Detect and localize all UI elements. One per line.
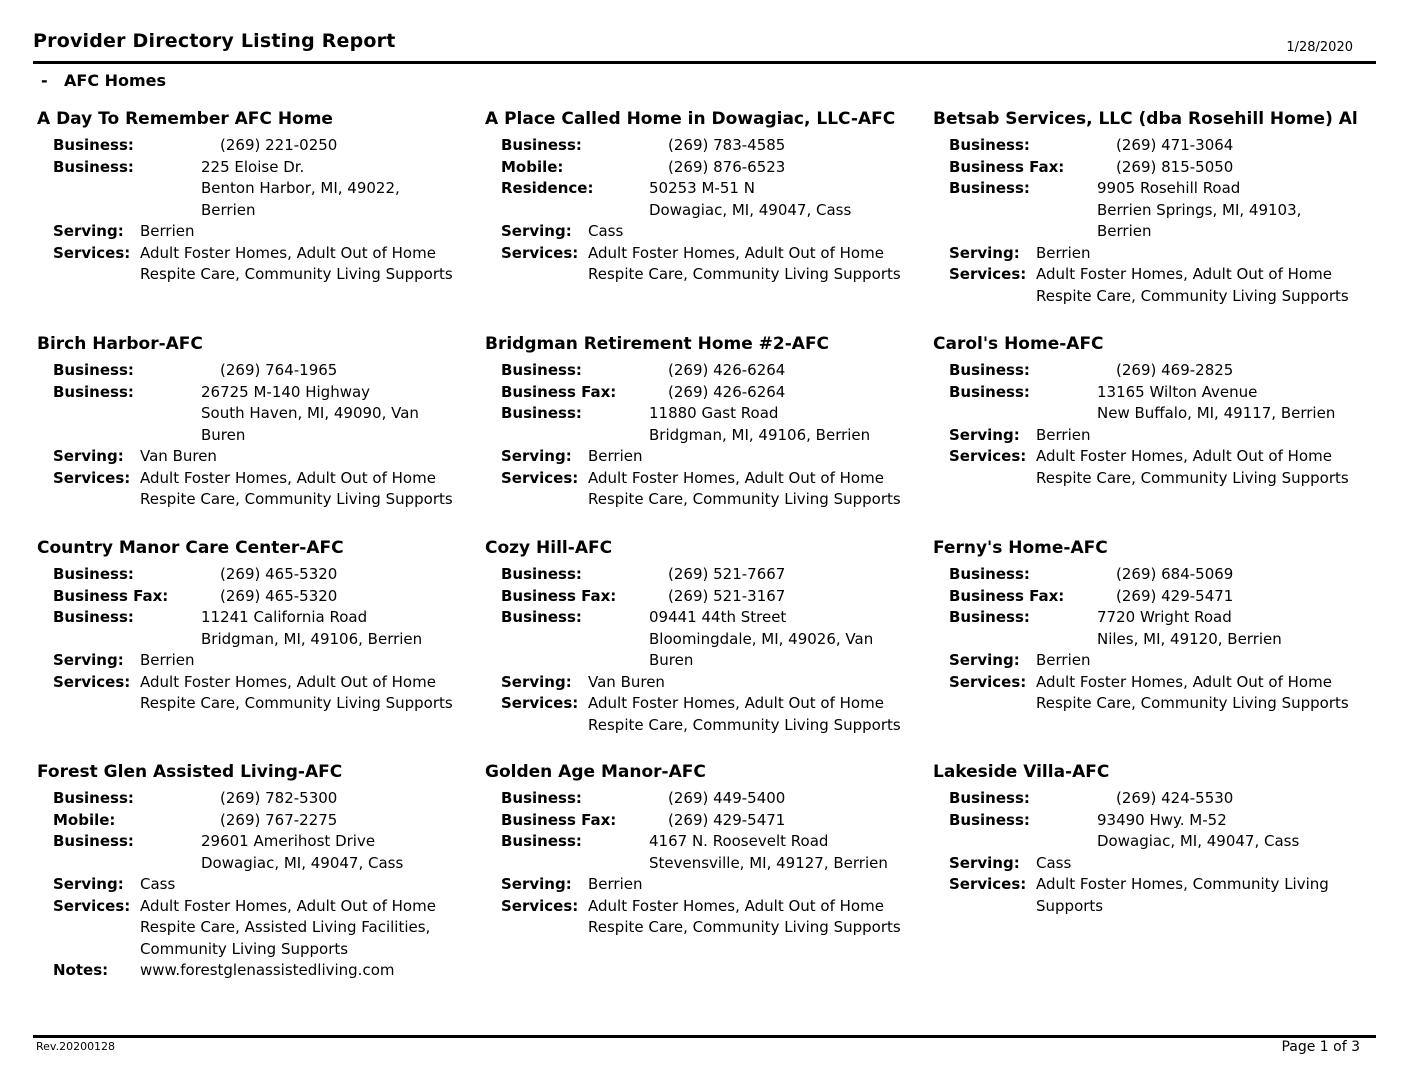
field-label: Serving: <box>949 651 1020 669</box>
field-value: (269) 783-4585 <box>668 136 786 154</box>
field-value: Berrien <box>588 447 643 465</box>
field-row <box>485 382 933 404</box>
field-row <box>485 135 933 157</box>
field-row <box>933 586 1381 608</box>
field-label: Business: <box>501 565 582 583</box>
field-value: 7720 Wright Road Niles, MI, 49120, Berrien <box>1097 608 1282 648</box>
provider-entry <box>37 105 485 330</box>
footer-rule <box>33 1035 1376 1038</box>
field-row <box>37 874 485 896</box>
provider-entry <box>485 330 933 534</box>
field-label: Business: <box>501 361 582 379</box>
field-row <box>37 586 485 608</box>
field-label: Serving: <box>501 222 572 240</box>
field-value: (269) 426-6264 <box>668 382 786 401</box>
field-label: Services: <box>949 447 1027 465</box>
provider-name: Carol's Home-AFC <box>933 334 1104 354</box>
field-value: 50253 M-51 N Dowagiac, MI, 49047, Cass <box>649 179 852 219</box>
field-value: Adult Foster Homes, Adult Out of Home Respite Care, Community Living Supports <box>140 672 453 712</box>
field-value: Adult Foster Homes, Adult Out of Home Respite Care, Community Living Supports <box>588 896 901 936</box>
field-label: Serving: <box>53 222 124 240</box>
field-label: Business Fax: <box>501 586 617 605</box>
field-label: Business: <box>501 136 582 154</box>
title-rule <box>33 61 1376 64</box>
field-row <box>933 264 1381 307</box>
field-label: Business: <box>53 382 134 401</box>
field-value: (269) 424-5530 <box>1116 789 1234 807</box>
field-row <box>933 672 1381 715</box>
field-row <box>933 135 1381 157</box>
field-row <box>485 564 933 586</box>
field-row <box>933 382 1381 425</box>
field-row <box>933 157 1381 179</box>
field-row <box>485 178 933 221</box>
field-label: Services: <box>501 896 579 915</box>
field-value: (269) 469-2825 <box>1116 361 1234 379</box>
field-label: Services: <box>53 468 131 487</box>
field-label: Business: <box>949 565 1030 583</box>
field-label: Business: <box>53 157 134 176</box>
field-row <box>485 586 933 608</box>
field-value: Adult Foster Homes, Adult Out of Home Respite Care, Community Living Supports <box>1036 265 1349 305</box>
provider-name: Betsab Services, LLC (dba Rosehill Home) Al <box>933 109 1358 129</box>
provider-entry <box>37 330 485 534</box>
field-value: Adult Foster Homes, Community Living Supports <box>1036 875 1329 915</box>
field-row <box>37 243 485 286</box>
field-value: (269) 521-7667 <box>668 565 786 583</box>
field-label: Notes: <box>53 961 109 979</box>
field-label: Serving: <box>501 875 572 893</box>
field-label: Serving: <box>949 243 1020 262</box>
field-row <box>485 788 933 810</box>
field-row <box>485 243 933 286</box>
field-row <box>933 425 1381 447</box>
provider-name: Forest Glen Assisted Living-AFC <box>37 762 343 782</box>
provider-name: Bridgman Retirement Home #2-AFC <box>485 334 830 354</box>
field-label: Business: <box>949 789 1030 807</box>
field-label: Business: <box>949 361 1030 379</box>
field-row <box>485 831 933 874</box>
field-value: Adult Foster Homes, Adult Out of Home Respite Care, Community Living Supports <box>140 243 453 283</box>
field-row <box>933 607 1381 650</box>
field-value: Van Buren <box>588 672 665 691</box>
provider-entry <box>37 534 485 758</box>
field-value: Berrien <box>140 222 195 240</box>
field-label: Serving: <box>501 672 572 691</box>
field-label: Services: <box>949 672 1027 691</box>
field-row <box>933 650 1381 672</box>
field-label: Business: <box>53 832 134 850</box>
field-label: Serving: <box>949 425 1020 444</box>
field-value: (269) 521-3167 <box>668 586 786 605</box>
field-value: (269) 782-5300 <box>220 789 338 807</box>
field-row <box>37 360 485 382</box>
field-label: Services: <box>501 468 579 487</box>
field-value: www.forestglenassistedliving.com <box>140 961 395 979</box>
field-row <box>933 788 1381 810</box>
provider-name: Country Manor Care Center-AFC <box>37 538 344 558</box>
field-value: (269) 429-5471 <box>1116 586 1234 605</box>
field-label: Business: <box>53 789 134 807</box>
field-row <box>485 607 933 672</box>
field-value: (269) 221-0250 <box>220 136 338 154</box>
field-label: Mobile: <box>53 810 116 829</box>
field-row <box>485 446 933 468</box>
page-title: Provider Directory Listing Report <box>33 30 396 52</box>
field-label: Business: <box>501 789 582 807</box>
field-value: 26725 M-140 Highway South Haven, MI, 49090, Van Buren <box>201 382 419 444</box>
field-label: Business: <box>53 608 134 626</box>
section-header <box>41 71 166 90</box>
provider-entry <box>933 534 1381 758</box>
field-label: Business: <box>53 361 134 379</box>
field-row <box>37 810 485 832</box>
field-label: Business: <box>949 136 1030 154</box>
provider-name: Cozy Hill-AFC <box>485 538 613 558</box>
provider-entry <box>485 534 933 758</box>
field-value: (269) 684-5069 <box>1116 565 1234 583</box>
field-row <box>933 874 1381 917</box>
field-row <box>485 468 933 511</box>
field-row <box>933 178 1381 243</box>
field-label: Serving: <box>501 447 572 465</box>
field-label: Serving: <box>53 651 124 669</box>
field-label: Mobile: <box>501 157 564 176</box>
field-row <box>37 135 485 157</box>
field-label: Serving: <box>53 875 124 893</box>
field-value: 4167 N. Roosevelt Road Stevensville, MI, 49127, Berrien <box>649 832 888 872</box>
field-value: (269) 471-3064 <box>1116 136 1234 154</box>
field-row <box>37 382 485 447</box>
field-row <box>37 788 485 810</box>
field-value: 93490 Hwy. M-52 Dowagiac, MI, 49047, Cass <box>1097 810 1300 850</box>
field-value: Adult Foster Homes, Adult Out of Home Respite Care, Community Living Supports <box>588 243 901 283</box>
provider-name: A Day To Remember AFC Home <box>37 109 333 129</box>
field-row <box>37 468 485 511</box>
field-row <box>37 831 485 874</box>
provider-name: Golden Age Manor-AFC <box>485 762 706 782</box>
field-row <box>485 896 933 939</box>
field-value: 11241 California Road Bridgman, MI, 49106, Berrien <box>201 608 423 648</box>
field-label: Business: <box>949 179 1030 197</box>
field-row <box>933 243 1381 265</box>
field-row <box>485 693 933 736</box>
field-label: Services: <box>53 243 131 262</box>
providers-grid <box>37 105 1381 982</box>
field-value: (269) 767-2275 <box>220 810 338 829</box>
field-row <box>485 403 933 446</box>
provider-entry <box>933 105 1381 330</box>
field-value: 11880 Gast Road Bridgman, MI, 49106, Berrien <box>649 404 871 444</box>
provider-entry <box>933 330 1381 534</box>
field-value: Cass <box>1036 853 1072 872</box>
provider-name: A Place Called Home in Dowagiac, LLC-AFC <box>485 109 896 129</box>
field-value: Berrien <box>1036 243 1091 262</box>
field-value: Berrien <box>588 875 643 893</box>
field-row <box>485 672 933 694</box>
field-row <box>37 960 485 982</box>
field-row <box>485 360 933 382</box>
field-row <box>485 221 933 243</box>
field-label: Services: <box>501 694 579 712</box>
field-label: Business: <box>501 832 582 850</box>
field-label: Business: <box>501 404 582 422</box>
field-value: 9905 Rosehill Road Berrien Springs, MI, 49103, Berrien <box>1097 179 1302 240</box>
field-value: Adult Foster Homes, Adult Out of Home Respite Care, Assisted Living Facilities, Community Living Supports <box>140 896 436 958</box>
footer-page-number: Page 1 of 3 <box>1281 1039 1360 1055</box>
field-value: 09441 44th Street Bloomingdale, MI, 49026, Van Buren <box>649 608 874 669</box>
field-value: Cass <box>588 222 624 240</box>
section-bullet: - <box>41 71 48 90</box>
provider-name: Ferny's Home-AFC <box>933 538 1108 558</box>
field-row <box>37 157 485 222</box>
field-row <box>485 810 933 832</box>
field-row <box>933 446 1381 489</box>
field-value: (269) 764-1965 <box>220 361 338 379</box>
field-label: Business: <box>53 565 134 583</box>
field-row <box>37 672 485 715</box>
field-value: Berrien <box>140 651 195 669</box>
field-row <box>37 896 485 961</box>
field-value: Cass <box>140 875 176 893</box>
footer-revision: Rev.20200128 <box>36 1040 116 1053</box>
field-value: (269) 449-5400 <box>668 789 786 807</box>
field-row <box>933 853 1381 875</box>
field-label: Business: <box>949 810 1030 829</box>
field-value: Adult Foster Homes, Adult Out of Home Respite Care, Community Living Supports <box>1036 672 1349 712</box>
field-label: Services: <box>949 265 1027 283</box>
field-label: Services: <box>949 875 1027 893</box>
field-label: Serving: <box>53 447 124 465</box>
field-row <box>37 650 485 672</box>
field-value: Berrien <box>1036 425 1091 444</box>
field-value: (269) 876-6523 <box>668 157 786 176</box>
field-label: Services: <box>501 243 579 262</box>
field-label: Business Fax: <box>949 157 1065 176</box>
field-value: Adult Foster Homes, Adult Out of Home Respite Care, Community Living Supports <box>140 468 453 508</box>
field-row <box>933 564 1381 586</box>
field-label: Business: <box>501 608 582 626</box>
field-value: Van Buren <box>140 447 217 465</box>
field-value: Adult Foster Homes, Adult Out of Home Respite Care, Community Living Supports <box>588 694 901 734</box>
provider-entry <box>485 105 933 330</box>
field-label: Business: <box>949 608 1030 626</box>
provider-entry <box>933 758 1381 982</box>
field-row <box>933 360 1381 382</box>
field-label: Business: <box>949 382 1030 401</box>
report-date: 1/28/2020 <box>1286 40 1353 55</box>
field-label: Services: <box>53 896 131 915</box>
field-label: Serving: <box>949 853 1020 872</box>
field-label: Business Fax: <box>53 586 169 605</box>
field-row <box>485 157 933 179</box>
field-value: (269) 465-5320 <box>220 565 338 583</box>
field-label: Business Fax: <box>501 810 617 829</box>
field-label: Business Fax: <box>949 586 1065 605</box>
field-value: 29601 Amerihost Drive Dowagiac, MI, 49047, Cass <box>201 832 404 872</box>
field-value: Adult Foster Homes, Adult Out of Home Respite Care, Community Living Supports <box>1036 447 1349 487</box>
field-row <box>37 607 485 650</box>
field-value: (269) 429-5471 <box>668 810 786 829</box>
field-row <box>37 221 485 243</box>
provider-name: Lakeside Villa-AFC <box>933 762 1110 782</box>
field-label: Residence: <box>501 179 594 197</box>
field-value: (269) 465-5320 <box>220 586 338 605</box>
provider-entry <box>485 758 933 982</box>
field-row <box>933 810 1381 853</box>
field-row <box>485 874 933 896</box>
field-row <box>37 564 485 586</box>
field-row <box>37 446 485 468</box>
field-value: 225 Eloise Dr. Benton Harbor, MI, 49022, Berrien <box>201 157 400 219</box>
provider-name: Birch Harbor-AFC <box>37 334 203 354</box>
field-value: 13165 Wilton Avenue New Buffalo, MI, 49117, Berrien <box>1097 382 1336 422</box>
section-label: AFC Homes <box>64 71 167 90</box>
field-label: Business: <box>53 136 134 154</box>
field-value: (269) 815-5050 <box>1116 157 1234 176</box>
field-label: Business Fax: <box>501 382 617 401</box>
field-label: Services: <box>53 672 131 691</box>
field-value: Berrien <box>1036 651 1091 669</box>
field-value: Adult Foster Homes, Adult Out of Home Respite Care, Community Living Supports <box>588 468 901 508</box>
field-value: (269) 426-6264 <box>668 361 786 379</box>
provider-entry <box>37 758 485 982</box>
